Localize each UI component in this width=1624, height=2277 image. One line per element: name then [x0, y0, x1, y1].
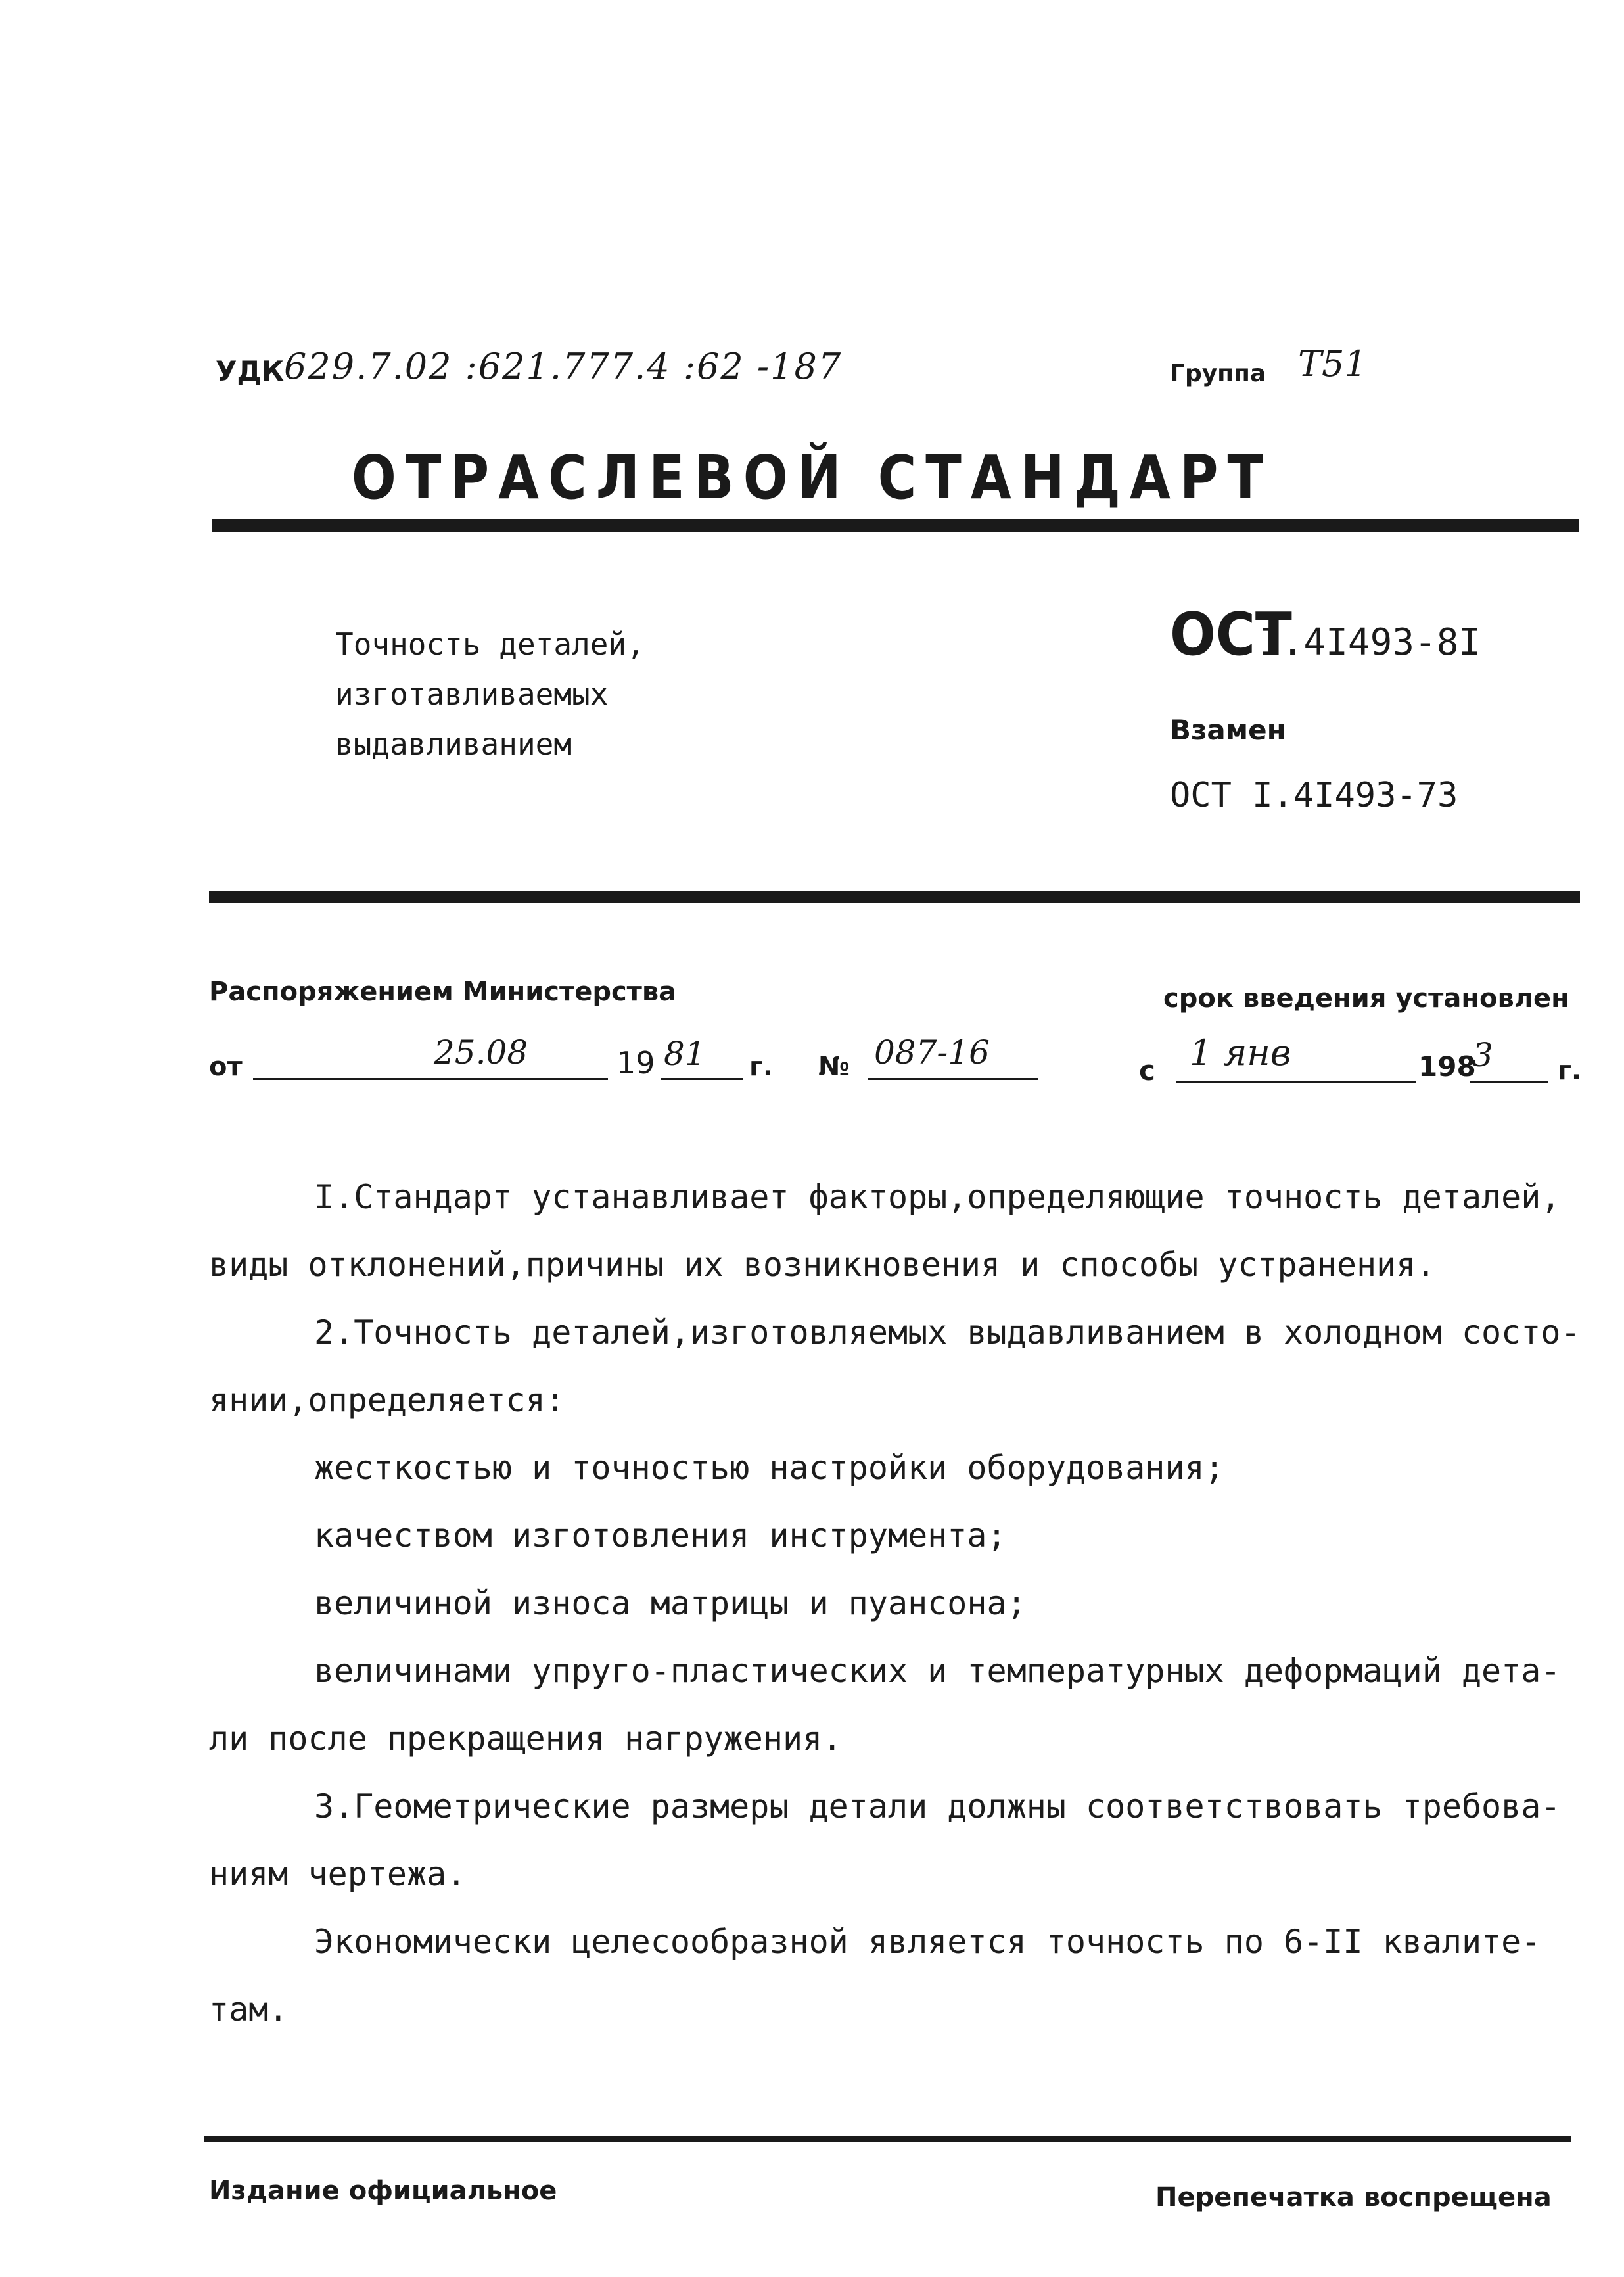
body-line: жесткостью и точностью настройки оборудования;	[314, 1449, 1224, 1487]
body-line: ниям чертежа.	[209, 1855, 467, 1893]
order-label: Распоряжением Министерства	[209, 977, 677, 1007]
introduction-year-suffix: 3	[1472, 1036, 1493, 1074]
standard-subject: Точность деталей, изготавливаемых выдавливанием	[335, 626, 645, 762]
introduction-year-line	[1470, 1081, 1548, 1083]
order-from-label: от	[209, 1052, 243, 1082]
order-number-line	[868, 1078, 1038, 1080]
ost-prefix: ОСТ	[1170, 600, 1292, 669]
body-line: ли после прекращения нагружения.	[209, 1720, 843, 1758]
order-date-line	[253, 1078, 608, 1080]
body-line: I.Стандарт устанавливает факторы,определяющие точность деталей,	[314, 1178, 1561, 1216]
order-number: 087-16	[874, 1033, 990, 1071]
header-divider	[209, 891, 1580, 903]
introduction-date: 1 янв	[1190, 1032, 1291, 1073]
order-number-label: №	[818, 1052, 850, 1082]
footer-divider	[204, 2136, 1571, 2142]
reprint-prohibited-label: Перепечатка воспрещена	[1155, 2182, 1552, 2213]
body-line: величинами упруго-пластических и температурных деформаций дета-	[314, 1652, 1561, 1690]
introduction-label: срок введения установлен	[1163, 983, 1569, 1014]
body-line: величиной износа матрицы и пуансона;	[314, 1584, 1027, 1622]
body-line: 3.Геометрические размеры детали должны соответствовать требова-	[314, 1787, 1561, 1825]
udk-value: 629.7.02 :621.777.4 :62 -187	[284, 346, 843, 387]
udk-label: УДК	[216, 355, 285, 387]
order-year-line	[661, 1078, 743, 1080]
order-year-prefix: 19	[616, 1045, 655, 1081]
body-line: 2.Точность деталей,изготовляемых выдавливанием в холодном состо-	[314, 1313, 1581, 1351]
replaces-label: Взамен	[1170, 714, 1286, 746]
introduction-year-unit: г.	[1558, 1056, 1582, 1086]
title-divider	[212, 519, 1579, 532]
order-year-suffix: 81	[664, 1035, 706, 1073]
introduction-from-label: с	[1139, 1054, 1155, 1087]
group-label: Группа	[1170, 360, 1266, 387]
document-title: ОТРАСЛЕВОЙ СТАНДАРТ	[351, 442, 1273, 513]
body-line: виды отклонений,причины их возникновения и способы устранения.	[209, 1246, 1436, 1284]
introduction-year-prefix: 198	[1418, 1050, 1476, 1083]
body-line: качеством изготовления инструмента;	[314, 1516, 1007, 1555]
body-line: там.	[209, 1990, 289, 2029]
official-edition-label: Издание официальное	[209, 2176, 557, 2206]
body-line: янии,определяется:	[209, 1381, 565, 1419]
order-year-unit: г.	[749, 1052, 774, 1082]
body-line: Экономически целесообразной является точность по 6-II квалите-	[314, 1923, 1541, 1961]
standard-number: I.4I493-8I	[1259, 621, 1481, 664]
order-date: 25.08	[434, 1033, 528, 1071]
group-value: Т51	[1298, 343, 1367, 385]
introduction-date-line	[1176, 1081, 1416, 1083]
replaces-value: ОСТ I.4I493-73	[1170, 776, 1458, 815]
